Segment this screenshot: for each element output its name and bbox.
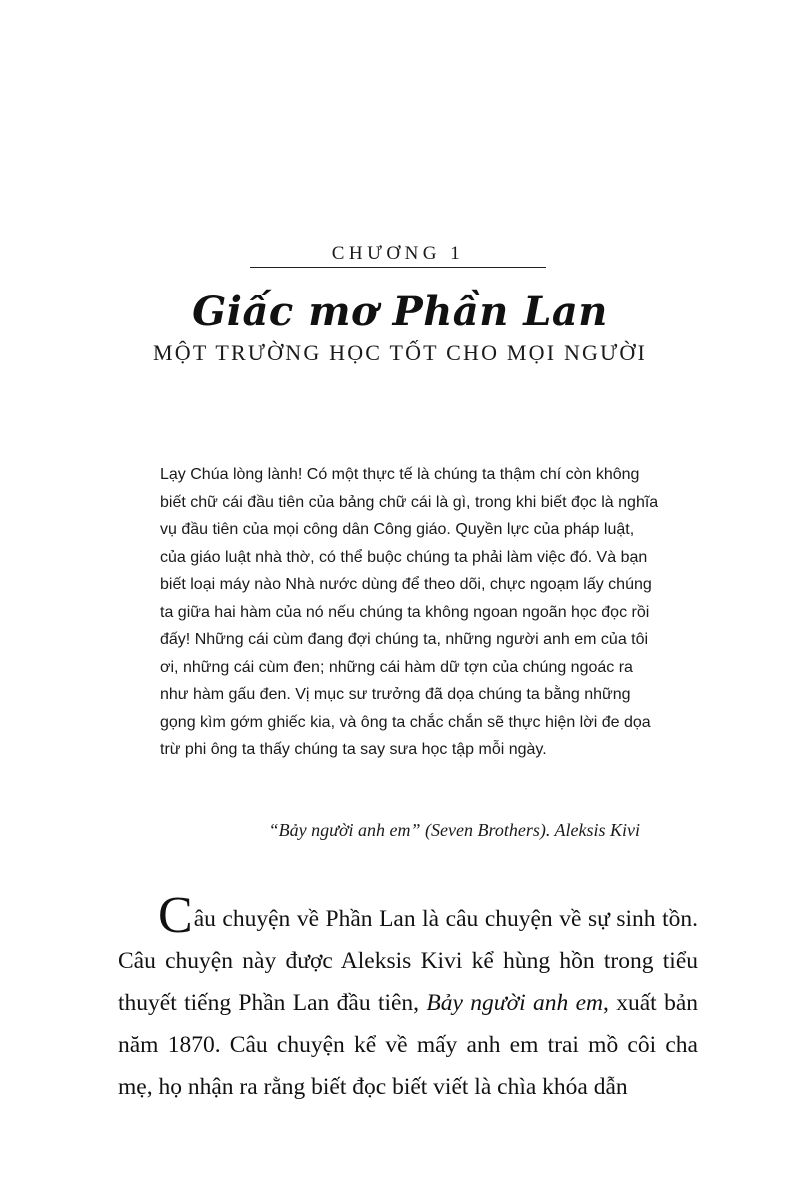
body-paragraph bbox=[118, 887, 698, 1108]
chapter-subtitle: MỘT TRƯỜNG HỌC TỐT CHO MỌI NGƯỜI bbox=[152, 340, 648, 365]
epigraph-text: Lạy Chúa lòng lành! Có một thực tế là chúng ta thậm chí còn không biết chữ cái đầu tiên của bảng chữ cái là gì, trong khi biết đọc là nghĩa vụ đầu tiên của mọi công dân Công giáo. Quyền lực của pháp luật, của giáo luật nhà thờ, có thể buộc chúng ta phải làm việc đó. Và bạn biết loại máy nào Nhà nước dùng để theo dõi, chực ngoạm lấy chúng ta giữa hai hàm của nó nếu chúng ta không ngoan ngoãn học đọc rồi đấy! Những cái cùm đang đợi chúng ta, những người anh em của tôi ơi, những cái cùm đen; những cái hàm dữ tợn của chúng ngoác ra như hàm gấu đen. Vị mục sư trưởng đã dọa chúng ta bằng những gọng kìm gớm ghiếc kia, và ông ta chắc chắn sẽ thực hiện lời đe dọa trừ phi ông ta thấy chúng ta say sưa học tập mỗi ngày. bbox=[160, 466, 659, 758]
book-title: Bảy người anh em bbox=[426, 990, 604, 1016]
body-text-part-1: âu chuyện về Phần Lan là câu chuyện về sự sinh tồn. Câu chuyện này được Aleksis Kivi kể hùng hồn trong tiểu thuyết tiếng Phần Lan đầu tiên, bbox=[118, 906, 698, 1016]
drop-cap: C bbox=[158, 887, 193, 944]
chapter-divider bbox=[250, 267, 546, 268]
body-text-part-2: , xuất bản năm 1870. Câu chuyện kể về mấy anh em trai mồ côi cha mẹ, họ nhận ra rằng biết đọc biết viết là chìa khóa dẫn bbox=[118, 990, 698, 1100]
epigraph-source: “Bảy người anh em” (Seven Brothers). Aleksis Kivi bbox=[268, 820, 640, 840]
chapter-label: CHƯƠNG 1 bbox=[331, 243, 465, 264]
chapter-title: Giấc mơ Phần Lan bbox=[192, 288, 608, 335]
epigraph-quote bbox=[160, 461, 660, 764]
